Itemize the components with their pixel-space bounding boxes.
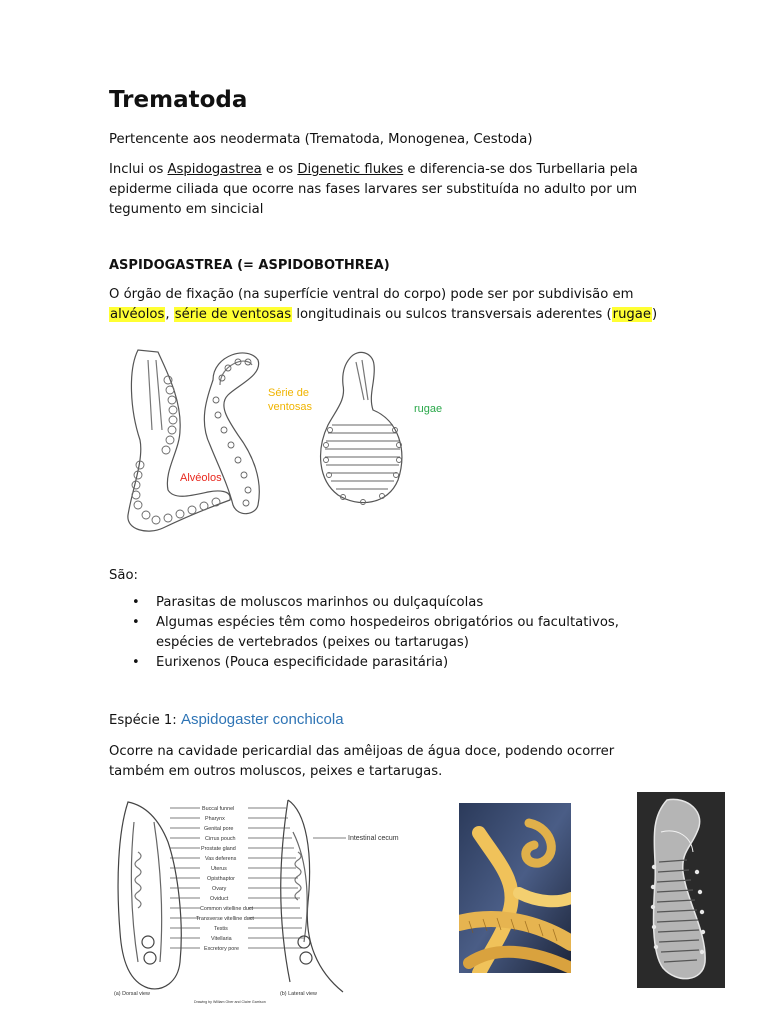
bullet-icon: • xyxy=(132,615,140,630)
label-serie-de-line2: ventosas xyxy=(268,401,313,413)
page-title: Trematoda xyxy=(109,87,248,113)
label-alveolos: Alvéolos xyxy=(180,472,222,484)
intro-paragraph: Pertencente aos neodermata (Trematoda, Monogenea, Cestoda) xyxy=(109,132,533,147)
aspidogastrea-figure xyxy=(118,340,448,540)
anatomy-figure xyxy=(108,792,438,1006)
highlight-alveolos: alvéolos xyxy=(110,307,165,322)
label-transverse-vitelline-duct: Transverse vitelline duct xyxy=(196,916,254,922)
label-uterus: Uterus xyxy=(211,866,227,872)
list-item-text: Eurixenos (Pouca especificidade parasitária) xyxy=(156,655,449,670)
list-item xyxy=(109,653,669,673)
label-dorsal-view: (a) Dorsal view xyxy=(114,991,150,997)
species-name: Aspidogaster conchicola xyxy=(180,711,344,728)
label-vas-deferens: Vas deferens xyxy=(205,856,237,862)
species-heading xyxy=(109,711,344,728)
highlight-rugae: rugae xyxy=(612,307,652,322)
sem-micrograph xyxy=(637,792,725,988)
para2-text-1: O órgão de fixação (na superfície ventral do corpo) pode ser por subdivisão em xyxy=(109,287,634,302)
serie-de-ventosas-worm-drawing xyxy=(204,353,259,514)
label-opisthaptor: Opisthaptor xyxy=(207,876,235,882)
paragraph-ocorrencia: Ocorre na cavidade pericardial das amêijoas de água doce, podendo ocorrer também em outros moluscos, peixes e tartarugas. xyxy=(109,744,615,779)
label-serie-de-line1: Série de xyxy=(268,387,309,399)
label-buccal-funnel: Buccal funnel xyxy=(202,806,235,812)
para1-text-3: e diferencia-se dos Turbellaria pela epiderme ciliada que ocorre nas fases larvares ser substituída no adulto por um tegumento em sincicial xyxy=(109,162,638,217)
bullet-icon: • xyxy=(132,595,140,610)
paragraph-aspidogastrea xyxy=(109,160,669,220)
aspidogastrea-link[interactable]: Aspidogastrea xyxy=(167,162,262,177)
species-prefix: Espécie 1: xyxy=(109,713,181,728)
paragraph-fixacao xyxy=(109,285,669,325)
highlight-serie-de-ventosas: série de ventosas xyxy=(174,307,292,322)
list-item xyxy=(109,613,669,653)
label-rugae: rugae xyxy=(414,403,443,415)
label-ovary: Ovary xyxy=(212,886,227,892)
rugae-worm-drawing xyxy=(321,352,402,504)
label-pharynx: Pharynx xyxy=(205,816,225,822)
label-testis: Testis xyxy=(214,926,228,932)
label-prostate-gland: Prostate gland xyxy=(201,846,236,852)
label-cirrus-pouch: Cirrus pouch xyxy=(205,836,236,842)
label-intestinal-cecum: Intestinal cecum xyxy=(348,835,399,842)
list-item-text: Parasitas de moluscos marinhos ou dulçaquícolas xyxy=(156,595,484,610)
list-item-text: Algumas espécies têm como hospedeiros obrigatórios ou facultativos, espécies de vertebrados (peixes ou tartarugas) xyxy=(156,615,619,650)
label-genital-pore: Genital pore xyxy=(204,826,234,832)
para1-text-2: e os xyxy=(261,162,298,177)
para2-text-4: ) xyxy=(652,307,658,322)
characteristics-list xyxy=(109,593,669,673)
sao-label: São: xyxy=(109,568,138,583)
label-excretory-pore: Excretory pore xyxy=(204,946,240,952)
bullet-icon: • xyxy=(132,655,140,670)
digenetic-flukes-link[interactable]: Digenetic flukes xyxy=(297,162,404,177)
para1-text-1: Inclui os xyxy=(109,162,168,177)
label-oviduct: Oviduct xyxy=(210,896,229,902)
para2-text-2: , xyxy=(165,307,174,322)
list-item xyxy=(109,593,669,613)
label-vitellaria: Vitellaria xyxy=(211,936,232,942)
section-heading: ASPIDOGASTREA (= ASPIDOBOTHREA) xyxy=(109,258,390,273)
drawing-credit: Drawing by William Ober and Claire Garrison xyxy=(194,1000,266,1004)
worm-photo xyxy=(459,803,571,973)
label-lateral-view: (b) Lateral view xyxy=(280,991,317,997)
alveolos-worm-drawing xyxy=(128,350,230,531)
label-common-vitelline-duct: Common vitelline duct xyxy=(200,906,254,912)
para2-text-3: longitudinais ou sulcos transversais aderentes ( xyxy=(292,307,612,322)
